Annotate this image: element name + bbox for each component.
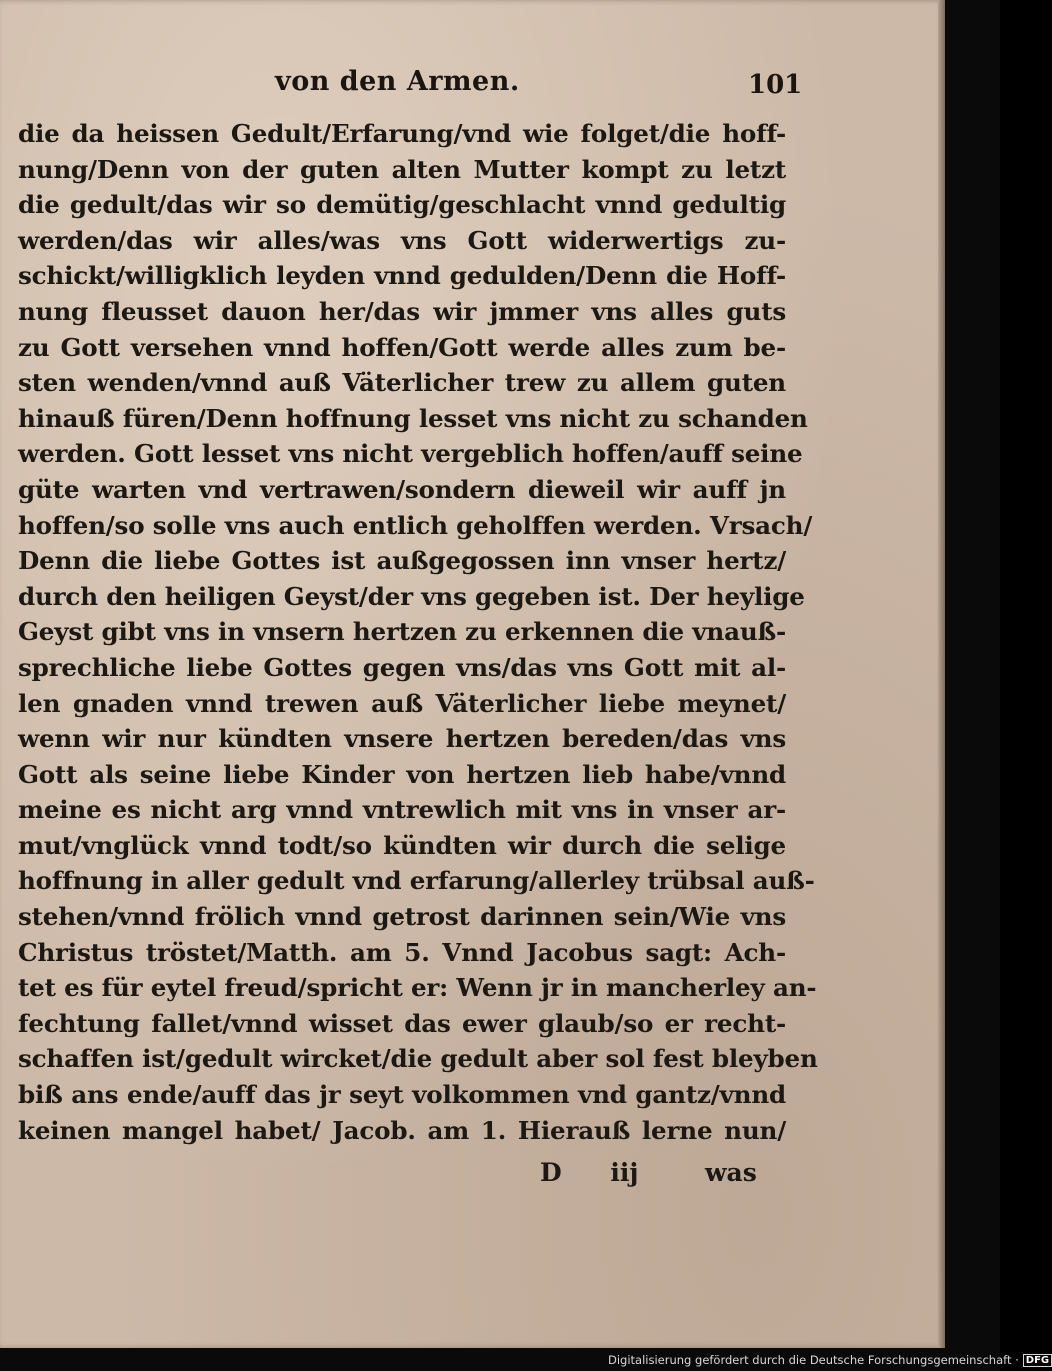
text-line: nung fleusset dauon her/das wir jmmer vns alles guts: [18, 296, 786, 326]
text-line: nung/Denn von der guten alten Mutter kompt zu letzt: [18, 154, 786, 184]
text-line: durch den heiligen Geyst/der vns gegeben ist. Der heylige: [18, 581, 805, 611]
text-line: sprechliche liebe Gottes gegen vns/das vns Gott mit al-: [18, 652, 786, 682]
text-line: güte warten vnd vertrawen/sondern dieweil wir auff jn: [18, 474, 786, 504]
page-header: [0, 66, 945, 106]
page-footer: [0, 1158, 945, 1198]
text-line: keinen mangel habet/ Jacob. am 1. Hierauß lerne nun/: [18, 1115, 786, 1145]
running-head: von den Armen.: [275, 66, 520, 97]
text-line: hoffen/so solle vns auch entlich geholffen werden. Vrsach/: [18, 510, 813, 540]
credit-text: Digitalisierung gefördert durch die Deutsche Forschungsgemeinschaft ·: [608, 1353, 1019, 1367]
page-number: 101: [748, 70, 803, 100]
text-line: sten wenden/vnnd auß Väterlicher trew zu allem guten: [18, 368, 786, 398]
text-line: die gedult/das wir so demütig/geschlacht vnnd gedultig: [18, 190, 786, 220]
text-line: werden. Gott lesset vns nicht vergeblich hoffen/auff seine: [18, 439, 803, 469]
text-line: zu Gott versehen vnnd hoffen/Gott werde alles zum be-: [18, 332, 786, 362]
text-line: hinauß füren/Denn hoffnung lesset vns nicht zu schanden: [18, 403, 808, 433]
text-line: Geyst gibt vns in vnsern hertzen zu erkennen die vnauß-: [18, 617, 786, 647]
text-line: len gnaden vnnd trewen auß Väterlicher liebe meynet/: [18, 688, 786, 718]
text-line: mut/vnglück vnnd todt/so kündten wir durch die selige: [18, 830, 786, 860]
page-edge: [938, 0, 945, 1348]
text-line: Christus tröstet/Matth. am 5. Vnnd Jacobus sagt: Ach-: [18, 937, 786, 967]
signature-mark: D iij: [540, 1158, 639, 1187]
text-line: Denn die liebe Gottes ist außgegossen inn vnser hertz/: [18, 546, 786, 576]
catchword: was: [705, 1158, 757, 1187]
text-line: Gott als seine liebe Kinder von hertzen lieb habe/vnnd: [18, 759, 786, 789]
text-line: fechtung fallet/vnnd wisset das ewer glaub/so er recht-: [18, 1008, 786, 1038]
text-line: stehen/vnnd frölich vnnd getrost darinnen sein/Wie vns: [18, 902, 786, 932]
text-line: wenn wir nur kündten vnsere hertzen bereden/das vns: [18, 724, 786, 754]
text-line: tet es für eytel freud/spricht er: Wenn jr in mancherley an-: [18, 973, 817, 1003]
text-line: hoffnung in aller gedult vnd erfarung/allerley trübsal auß-: [18, 866, 815, 896]
text-line: schickt/willigklich leyden vnnd gedulden/Denn die Hoff-: [18, 261, 786, 291]
text-line: werden/das wir alles/was vns Gott widerwertigs zu-: [18, 225, 786, 255]
text-line: biß ans ende/auff das jr seyt volkommen vnd gantz/vnnd: [18, 1080, 786, 1110]
text-line: meine es nicht arg vnnd vntrewlich mit vns in vnser ar-: [18, 795, 786, 825]
text-line: schaffen ist/gedult wircket/die gedult aber sol fest bleyben: [18, 1044, 818, 1074]
dfg-logo: DFG: [1023, 1354, 1052, 1367]
digitization-credit: [608, 1353, 1052, 1367]
body-text: [18, 116, 818, 1148]
text-line: die da heissen Gedult/Erfarung/vnd wie folget/die hoff-: [18, 119, 786, 148]
